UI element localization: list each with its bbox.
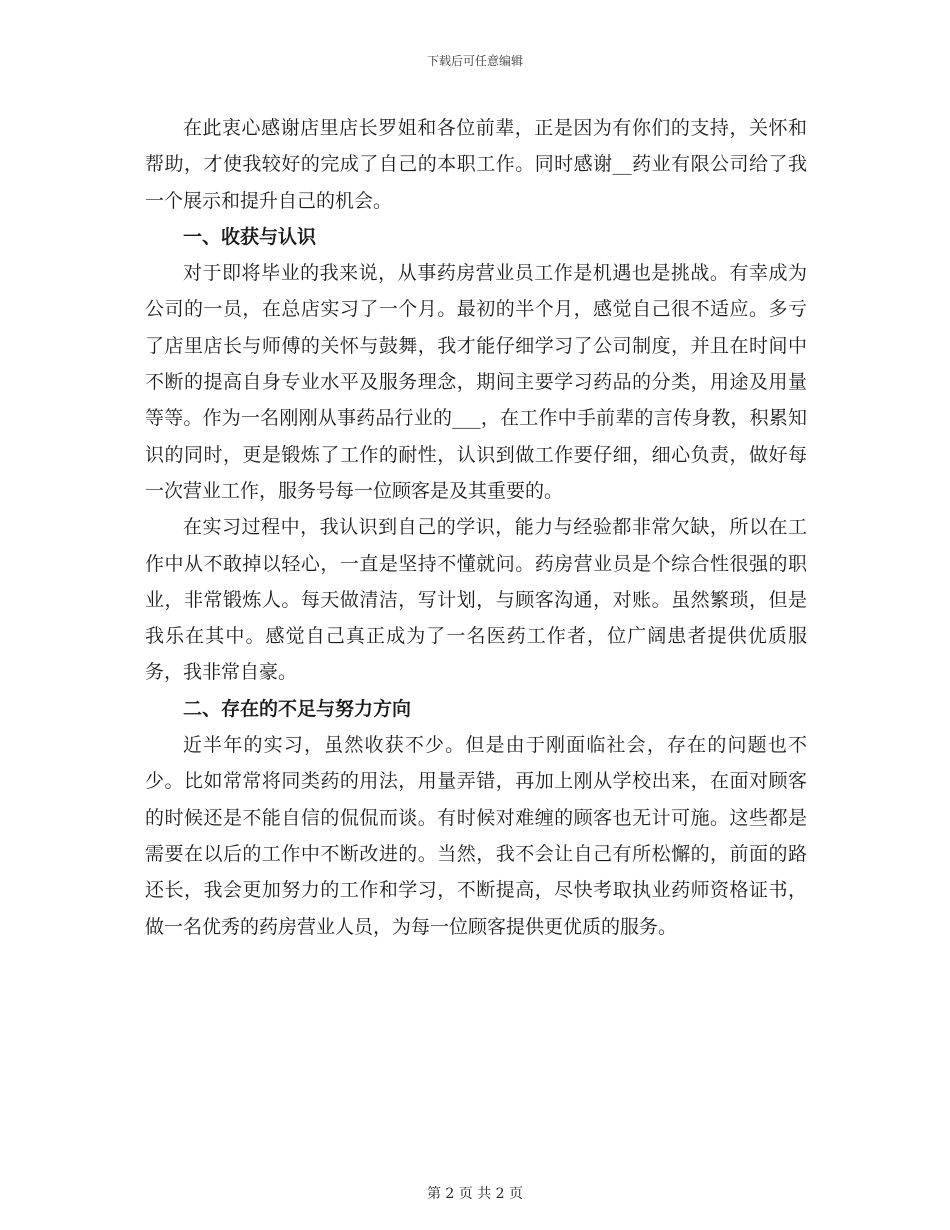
- section-heading-shortcomings: 二、存在的不足与努力方向: [183, 697, 412, 720]
- document-body: [145, 110, 807, 945]
- paragraph-gains: 对于即将毕业的我来说，从事药房营业员工作是机遇也是挑战。有幸成为公司的一员，在总店实习了一个月。最初的半个月，感觉自己很不适应。多亏了店里店长与师傅的关怀与鼓舞，我才能仔细学习了公司制度，并且在时间中不断的提高自身专业水平及服务理念，期间主要学习药品的分类，用途及用量等等。作为一名刚刚从事药品行业的___，在工作中手前辈的言传身教，积累知识的同时，更是锻炼了工作的耐性，认识到做工作要仔细，细心负责，做好每一次营业工作，服务号每一位顾客是及其重要的。: [145, 262, 807, 502]
- section-heading-gains: 一、收获与认识: [183, 225, 317, 248]
- header-note: 下载后可任意编辑: [426, 54, 523, 68]
- page-indicator: 第 2 页 共 2 页: [426, 1186, 524, 1202]
- paragraph-shortcomings: 近半年的实习，虽然收获不少。但是由于刚面临社会，存在的问题也不少。比如常常将同类药的用法，用量弄错，再加上刚从学校出来，在面对顾客的时候还是不能自信的侃侃而谈。有时候对难缠的顾客也无计可施。这些都是需要在以后的工作中不断改进的。当然，我不会让自己有所松懈的，前面的路还长，我会更加努力的工作和学习，不断提高，尽快考取执业药师资格证书，做一名优秀的药房营业人员，为每一位顾客提供更优质的服务。: [145, 734, 807, 938]
- paragraph-thanks: 在此衷心感谢店里店长罗姐和各位前辈，正是因为有你们的支持，关怀和帮助，才使我较好的完成了自己的本职工作。同时感谢__药业有限公司给了我一个展示和提升自己的机会。: [145, 117, 807, 212]
- paragraph-internship: 在实习过程中，我认识到自己的学识，能力与经验都非常欠缺，所以在工作中从不敢掉以轻心，一直是坚持不懂就问。药房营业员是个综合性很强的职业，非常锻炼人。每天做清洁，写计划，与顾客沟通，对账。虽然繁琐，但是我乐在其中。感觉自己真正成为了一名医药工作者，位广阔患者提供优质服务，我非常自豪。: [145, 516, 807, 684]
